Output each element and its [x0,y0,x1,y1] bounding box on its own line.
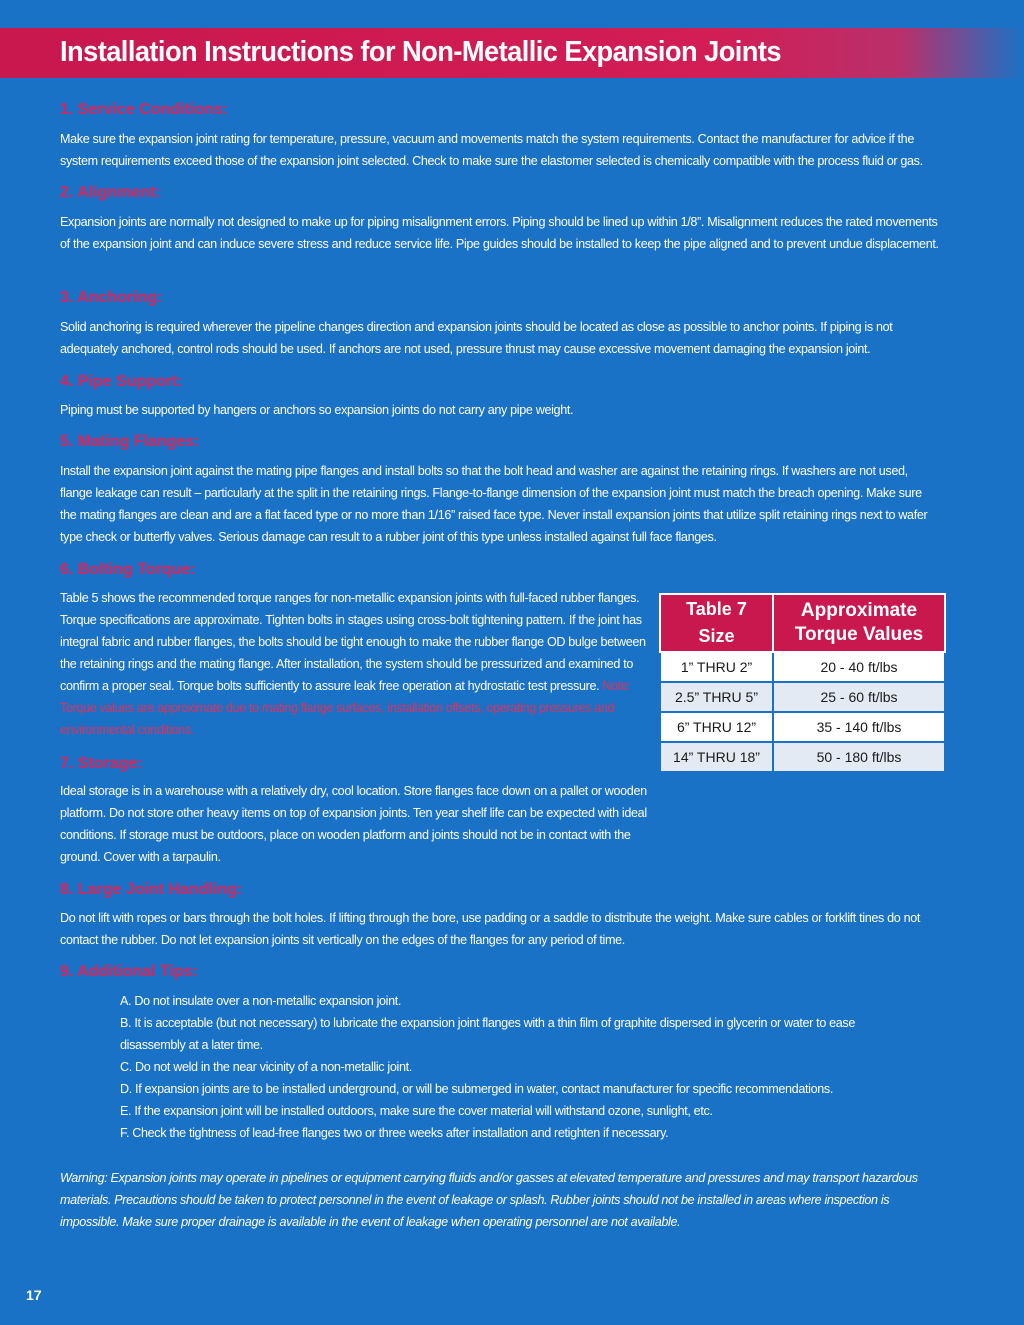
list-item: A. Do not insulate over a non-metallic expansion joint. [120,994,402,1008]
heading-bolting-torque: 6. Bolting Torque: [60,561,196,578]
text-pipe-support: Piping must be supported by hangers or anchors so expansion joints do not carry any pipe weight. [60,403,574,417]
text-mating-flanges: Install the expansion joint against the mating pipe flanges and install bolts so that the bolt head and washer are against the retaining rings. If washers are not used, flange leakage can result – particularly at the split in the retaining rings. Flange-to-flange dimension of the expansion joint must match the breach opening. Make sure the mating flanges are clean and are a flat faced type or no more than 1/16” raised face type. Never install expansion joints that utilize split retaining rings next to wafer type check or butterfly valves. Serious damage can result to a rubber joint of this type unless installed against full face flanges. [60,464,928,544]
table-header-torque [773,594,945,652]
torque-header-line2: Torque Values [794,624,924,645]
text-alignment: Expansion joints are normally not designed to make up for piping misalignment errors. Piping should be lined up within 1/8”. Misalignment reduces the rated movements of the expansion joint and can induce severe stress and reduce service life. Pipe guides should be installed to keep the pipe aligned and to prevent undue displacement. [60,215,939,251]
heading-anchoring: 3. Anchoring: [60,289,163,306]
table-label: Table 7 [686,599,747,619]
torque-note: Note: Torque values are approximate due to mating flange surfaces, installation offsets, operating pressures and environmental conditions. [60,679,631,737]
table-row [660,742,945,772]
title-bar [0,28,1024,78]
text-bolting-torque [60,587,650,741]
heading-pipe-support: 4. Pipe Support: [60,373,183,390]
tips-list [120,990,920,1144]
table-row [660,712,945,742]
warning-text: Warning: Expansion joints may operate in pipelines or equipment carrying fluids and/or gasses at elevated temperature and pressures and may transport hazardous materials. Precautions should be taken to protect personnel in the event of leakage or splash. Rubber joints should not be installed in areas where inspection is impossible. Make sure proper drainage is available in the event of leakage when operating personnel are not available. [60,1171,918,1229]
page-number: 17 [26,1287,42,1303]
size-header: Size [698,626,735,646]
torque-cell: 35 - 140 ft/lbs [773,712,945,742]
list-item: C. Do not weld in the near vicinity of a non-metallic joint. [120,1060,412,1074]
heading-large-joint-handling: 8. Large Joint Handling: [60,881,243,898]
torque-table [659,593,946,773]
table-row [660,682,945,712]
text-anchoring: Solid anchoring is required wherever the pipeline changes direction and expansion joints should be located as close as possible to anchor points. If piping is not adequately anchored, control rods should be used. If anchors are not used, pressure thrust may cause excessive movement damaging the expansion joint. [60,320,893,356]
list-item: D. If expansion joints are to be installed underground, or will be submerged in water, contact manufacturer for specific recommendations. [120,1082,833,1096]
list-item: F. Check the tightness of lead-free flanges two or three weeks after installation and retighten if necessary. [120,1126,669,1140]
table-header-size [660,594,773,652]
bolting-torque-body: Table 5 shows the recommended torque ranges for non-metallic expansion joints with full-faced rubber flanges. Torque specifications are approximate. Tighten bolts in stages using cross-bolt tightening pattern. If the joint has integral fabric and rubber flanges, the bolts should be tight enough to make the rubber flange OD bulge between the retaining rings and the mating flange. After installation, the system should be pressurized and examined to confirm a proper seal. Torque bolts sufficiently to assure leak free operation at hydrostatic test pressure. [60,591,646,693]
heading-alignment: 2. Alignment: [60,184,161,201]
text-service-conditions: Make sure the expansion joint rating for temperature, pressure, vacuum and movements match the system requirements. Contact the manufacturer for advice if the system requirements exceed those of the expansion joint selected. Check to make sure the elastomer selected is chemically compatible with the process fluid or gas. [60,132,923,168]
size-cell: 6” THRU 12” [660,712,773,742]
torque-cell: 20 - 40 ft/lbs [773,652,945,682]
heading-service-conditions: 1. Service Conditions: [60,101,229,118]
list-item: B. It is acceptable (but not necessary) to lubricate the expansion joint flanges with a thin film of graphite dispersed in glycerin or water to ease disassembly at a later time. [120,1016,856,1052]
heading-mating-flanges: 5. Mating Flanges: [60,433,200,450]
heading-storage: 7. Storage: [60,755,143,772]
torque-header-line1: Approximate [800,600,918,621]
text-storage: Ideal storage is in a warehouse with a relatively dry, cool location. Store flanges face down on a pallet or wooden platform. Do not store other heavy items on top of expansion joints. Ten year shelf life can be expected with ideal conditions. If storage must be outdoors, place on wooden platform and joints should not be in contact with the ground. Cover with a tarpaulin. [60,784,647,864]
page-title: Installation Instructions for Non-Metallic Expansion Joints [60,36,781,68]
list-item: E. If the expansion joint will be installed outdoors, make sure the cover material will withstand ozone, sunlight, etc. [120,1104,713,1118]
size-cell: 1” THRU 2” [660,652,773,682]
size-cell: 14” THRU 18” [660,742,773,772]
torque-cell: 50 - 180 ft/lbs [773,742,945,772]
heading-additional-tips: 9. Additional Tips: [60,963,198,980]
table-row [660,652,945,682]
size-cell: 2.5” THRU 5” [660,682,773,712]
text-large-joint-handling: Do not lift with ropes or bars through the bolt holes. If lifting through the bore, use padding or a saddle to distribute the weight. Make sure cables or forklift tines do not contact the rubber. Do not let expansion joints sit vertically on the edges of the flanges for any period of time. [60,911,921,947]
torque-cell: 25 - 60 ft/lbs [773,682,945,712]
